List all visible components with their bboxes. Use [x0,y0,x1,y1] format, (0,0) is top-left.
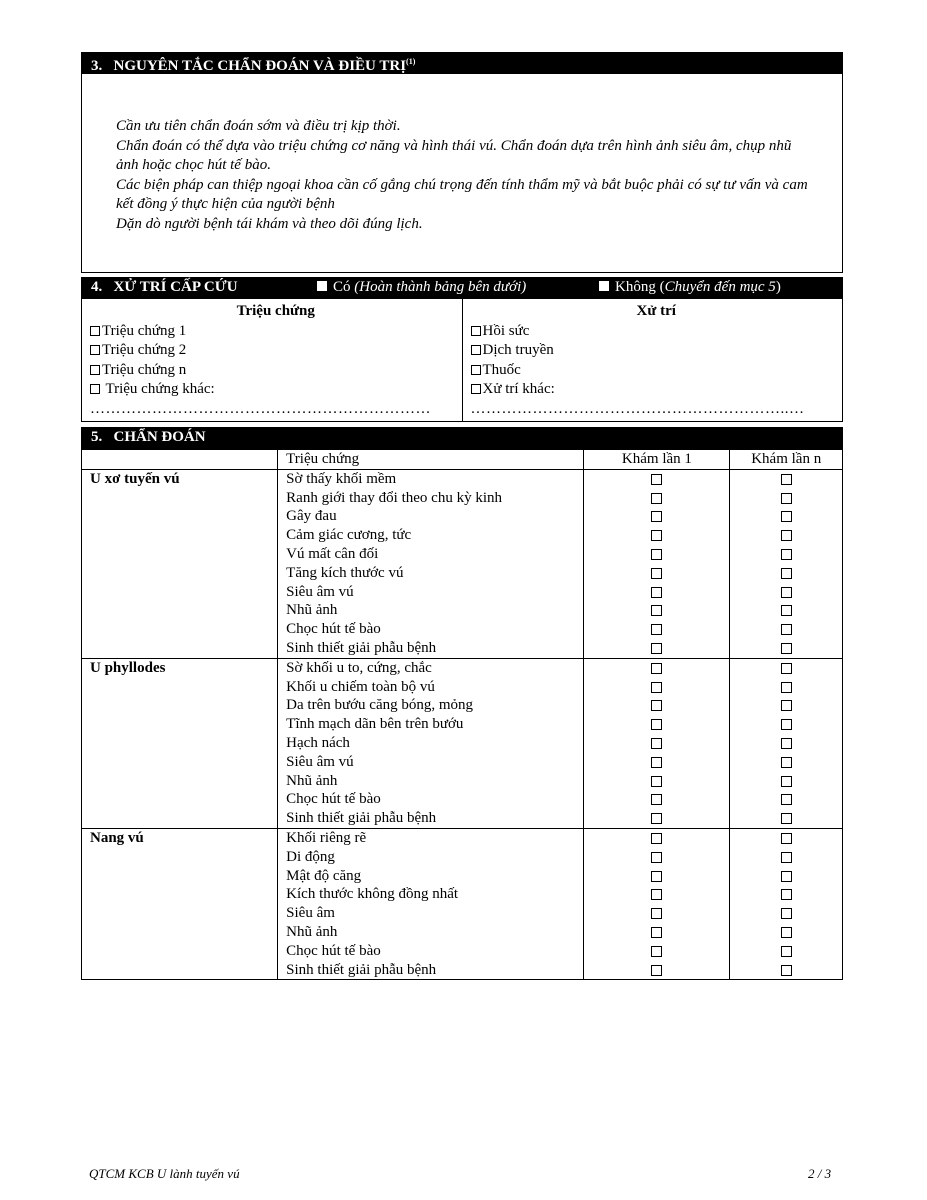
checkbox-icon[interactable] [471,365,481,375]
section4-table [81,298,843,422]
treatment-other-fill-line[interactable]: ……………………………………………………..… [470,400,805,417]
symptom-item: Cảm giác cương, tức [286,527,412,544]
treatment-label: Hồi sức [482,322,530,339]
symptom-item: Sinh thiết giải phẫu bệnh [286,639,437,656]
visit-n-checkbox[interactable] [781,776,792,787]
treatment-title: Xử trí [636,303,676,319]
checkbox-line [730,583,842,602]
checkbox-icon[interactable] [90,384,100,394]
option-no-label: Không [615,279,656,295]
visit-1-checkbox[interactable] [651,568,662,579]
checkbox-line [584,696,729,715]
section4-option-no[interactable] [599,277,781,297]
checkbox-line [584,885,729,904]
filled-square-icon [317,281,327,291]
visit-1-checkbox[interactable] [651,889,662,900]
filled-square-icon [599,281,609,291]
head-visit-n: Khám lần n [730,450,843,470]
symptom-other-fill-line[interactable]: ………………………………………………………… [90,400,431,417]
head-visit-1: Khám lần 1 [584,450,730,470]
section5-number: 5. [91,429,103,445]
checkbox-line [584,715,729,734]
section3-line: Cần ưu tiên chẩn đoán sớm và điều trị kịp thời. [116,118,401,134]
diagnosis-group-row [82,828,843,979]
treatment-label: Dịch truyền [482,342,554,358]
checkbox-line [730,696,842,715]
checkbox-line [730,470,842,489]
checkbox-line [730,829,842,848]
checkbox-icon[interactable] [90,345,100,355]
checkbox-line [584,848,729,867]
section3-text [116,117,816,234]
diagnosis-group-name: Nang vú [82,828,278,979]
checkbox-line [584,470,729,489]
head-symptom: Triệu chứng [278,450,584,470]
symptom-item: Siêu âm [286,905,335,922]
checkbox-line [730,867,842,886]
visit-1-checkbox[interactable] [651,852,662,863]
symptom-list [278,658,584,828]
visit-n-checkbox[interactable] [781,719,792,730]
visit-1-checkbox[interactable] [651,549,662,560]
checkbox-line [730,961,842,980]
visit-n-checkbox[interactable] [781,794,792,805]
checkbox-line [584,772,729,791]
checkbox-line [730,904,842,923]
checkbox-line [584,753,729,772]
checkbox-line [584,678,729,697]
checkbox-line [584,904,729,923]
visit-n-checkbox[interactable] [781,738,792,749]
checkbox-line [730,526,842,545]
option-yes-label: Có [333,279,351,295]
visit-1-checkbox[interactable] [651,624,662,635]
symptoms-column [82,299,462,421]
visit-n-checkbox[interactable] [781,813,792,824]
visit-n-checkbox[interactable] [781,474,792,485]
checkbox-line [584,734,729,753]
symptom-option[interactable] [90,361,462,381]
checkbox-line [730,545,842,564]
visit-n-checkbox[interactable] [781,700,792,711]
diagnosis-group-name: U xơ tuyến vú [82,469,278,658]
symptom-label: Triệu chứng n [102,361,187,378]
section5-header [81,427,843,449]
visit-1-checkbox[interactable] [651,700,662,711]
checkbox-line [584,942,729,961]
visit-1-checkbox[interactable] [651,908,662,919]
visit-1-checkbox[interactable] [651,587,662,598]
visit-1-checkbox[interactable] [651,719,662,730]
visit-1-checkbox[interactable] [651,682,662,693]
visit-n-checkbox[interactable] [781,663,792,674]
symptom-list [278,469,584,658]
checkbox-line [730,923,842,942]
section4-option-yes[interactable] [317,277,526,297]
visit-n-checkbox[interactable] [781,643,792,654]
visit-n-checkbox[interactable] [781,624,792,635]
symptom-item: Chọc hút tế bào [286,942,381,959]
section3-number: 3. [91,58,103,74]
visit-n-checkbox[interactable] [781,549,792,560]
checkbox-line [584,564,729,583]
treatment-label: Xử trí khác: [482,381,555,397]
checkbox-line [584,601,729,620]
visit-n-checkbox[interactable] [781,511,792,522]
visit-n-checkbox[interactable] [781,530,792,541]
symptom-item: Sinh thiết giải phẫu bệnh [286,810,437,827]
visit-n-checkbox[interactable] [781,927,792,938]
checkbox-line [584,583,729,602]
checkbox-line [584,961,729,980]
symptoms-title: Triệu chứng [236,303,315,319]
visit-n-checkbox[interactable] [781,965,792,976]
symptom-item: Hạch nách [286,734,350,751]
section3-header [81,52,843,74]
visit-n-checkbox[interactable] [781,833,792,844]
checkbox-line [730,772,842,791]
symptom-item: Sờ khối u to, cứng, chắc [286,659,432,676]
visit-n-checkbox[interactable] [781,908,792,919]
diagnosis-group-row [82,658,843,828]
symptom-item: Da trên bướu căng bóng, mỏng [286,697,474,714]
symptom-item: Di động [286,848,335,865]
symptom-option[interactable] [90,341,462,361]
checkbox-line [584,659,729,678]
symptom-label: Triệu chứng khác: [102,381,215,397]
visit-n-checkbox[interactable] [781,852,792,863]
visit-n-checkboxes [730,658,843,828]
visit-n-checkbox[interactable] [781,605,792,616]
visit-n-checkbox[interactable] [781,946,792,957]
visit-n-checkbox[interactable] [781,493,792,504]
symptom-item: Siêu âm vú [286,753,354,770]
visit-n-checkbox[interactable] [781,587,792,598]
visit-1-checkbox[interactable] [651,965,662,976]
symptom-item: Siêu âm vú [286,583,354,600]
visit-1-checkbox[interactable] [651,474,662,485]
checkbox-line [584,809,729,828]
checkbox-line [584,829,729,848]
checkbox-line [730,639,842,658]
visit-n-checkbox[interactable] [781,757,792,768]
diagnosis-table-head [82,450,843,470]
checkbox-line [730,848,842,867]
diagnosis-group-name: U phyllodes [82,658,278,828]
diagnosis-table-wrap [81,449,843,980]
visit-1-checkbox[interactable] [651,927,662,938]
checkbox-line [584,923,729,942]
checkbox-line [730,620,842,639]
checkbox-line [730,809,842,828]
treatment-label: Thuốc [482,361,521,378]
symptom-item: Gây đau [286,508,337,525]
option-no-paren: ( [659,279,665,295]
visit-1-checkbox[interactable] [651,605,662,616]
section4-title: XỬ TRÍ CẤP CỨU [113,279,238,295]
checkbox-line [584,867,729,886]
symptom-item: Chọc hút tế bào [286,791,381,808]
symptom-item: Kích thước không đồng nhất [286,886,459,903]
visit-n-checkbox[interactable] [781,889,792,900]
checkbox-icon[interactable] [90,326,100,336]
symptom-label: Triệu chứng 2 [102,342,187,358]
symptom-item: Tĩnh mạch dãn bên trên bướu [286,716,464,733]
option-no-note: Chuyển đến mục 5 [664,279,776,295]
checkbox-line [730,678,842,697]
checkbox-line [730,489,842,508]
section3-line: Các biện pháp can thiệp ngoại khoa cần cố gắng chú trọng đến tính thẩm mỹ và bắt buộc phải có sự tư vấn và cam kết đồng ý thực hiện của người bệnh [116,176,808,212]
symptom-item: Nhũ ảnh [286,772,338,789]
checkbox-icon[interactable] [471,326,481,336]
symptom-option[interactable] [90,322,462,342]
checkbox-line [730,659,842,678]
checkbox-icon[interactable] [471,345,481,355]
checkbox-icon[interactable] [90,365,100,375]
symptom-label: Triệu chứng 1 [102,322,187,339]
symptom-item: Khối u chiếm toàn bộ vú [286,678,435,695]
visit-1-checkbox[interactable] [651,738,662,749]
visit-n-checkboxes [730,828,843,979]
checkbox-line [584,489,729,508]
visit-1-checkbox[interactable] [651,530,662,541]
checkbox-line [730,507,842,526]
checkbox-line [730,790,842,809]
section3-title: NGUYÊN TẮC CHẨN ĐOÁN VÀ ĐIỀU TRỊ [113,58,407,74]
symptom-item: Nhũ ảnh [286,602,338,619]
symptom-item: Ranh giới thay đổi theo chu kỳ kinh [286,489,502,506]
symptom-item: Sờ thấy khối mềm [286,470,397,487]
symptom-item: Mật độ căng [286,867,362,884]
checkbox-line [730,885,842,904]
visit-n-checkbox[interactable] [781,682,792,693]
symptom-item: Tăng kích thước vú [286,564,404,581]
symptom-item: Vú mất cân đối [286,545,379,562]
checkbox-line [730,734,842,753]
checkbox-line [584,545,729,564]
option-no-paren: ) [775,279,781,295]
option-yes-note: (Hoàn thành bảng bên dưới) [354,279,527,295]
checkbox-line [584,526,729,545]
visit-1-checkbox[interactable] [651,643,662,654]
section3-box [81,73,843,273]
footer-doc-name: QTCM KCB U lành tuyến vú [89,1166,240,1181]
treatment-column [462,299,843,421]
symptom-item: Nhũ ảnh [286,923,338,940]
treatment-option[interactable] [471,322,843,342]
visit-1-checkbox[interactable] [651,493,662,504]
visit-1-checkbox[interactable] [651,757,662,768]
visit-1-checkbox[interactable] [651,813,662,824]
symptom-item: Khối riêng rẽ [286,829,367,846]
section5-title: CHẨN ĐOÁN [113,429,206,445]
checkbox-line [584,620,729,639]
checkbox-line [730,715,842,734]
diagnosis-table [81,449,843,980]
visit-1-checkbox[interactable] [651,946,662,957]
section4-header [81,277,843,299]
footer-page-number: 2 / 3 [808,1166,832,1181]
section3-line: Chẩn đoán có thể dựa vào triệu chứng cơ năng và hình thái vú. Chẩn đoán dựa trên hình ảnh siêu âm, chụp nhũ ảnh hoặc chọc hút tế bào. [116,137,792,173]
treatment-option-other[interactable] [471,380,843,400]
checkbox-line [584,639,729,658]
visit-1-checkbox[interactable] [651,833,662,844]
head-empty-cell [82,450,278,470]
visit-1-checkboxes [584,658,730,828]
visit-1-checkbox[interactable] [651,776,662,787]
symptom-option-other[interactable] [90,380,462,400]
symptom-list [278,828,584,979]
section3-title-footnote: (1) [406,57,416,66]
checkbox-line [584,790,729,809]
visit-1-checkbox[interactable] [651,794,662,805]
visit-1-checkbox[interactable] [651,511,662,522]
section3-line: Dặn dò người bệnh tái khám và theo dõi đúng lịch. [116,215,423,232]
section4-number: 4. [91,279,103,295]
checkbox-icon[interactable] [471,384,481,394]
diagnosis-group-row [82,469,843,658]
visit-1-checkboxes [584,469,730,658]
treatment-option[interactable] [471,361,843,381]
visit-1-checkboxes [584,828,730,979]
checkbox-line [730,753,842,772]
visit-1-checkbox[interactable] [651,871,662,882]
checkbox-line [730,942,842,961]
visit-n-checkbox[interactable] [781,871,792,882]
symptom-item: Sinh thiết giải phẫu bệnh [286,961,437,978]
visit-1-checkbox[interactable] [651,663,662,674]
checkbox-line [730,564,842,583]
symptom-item: Chọc hút tế bào [286,621,381,638]
visit-n-checkboxes [730,469,843,658]
checkbox-line [584,507,729,526]
checkbox-line [730,601,842,620]
treatment-option[interactable] [471,341,843,361]
visit-n-checkbox[interactable] [781,568,792,579]
